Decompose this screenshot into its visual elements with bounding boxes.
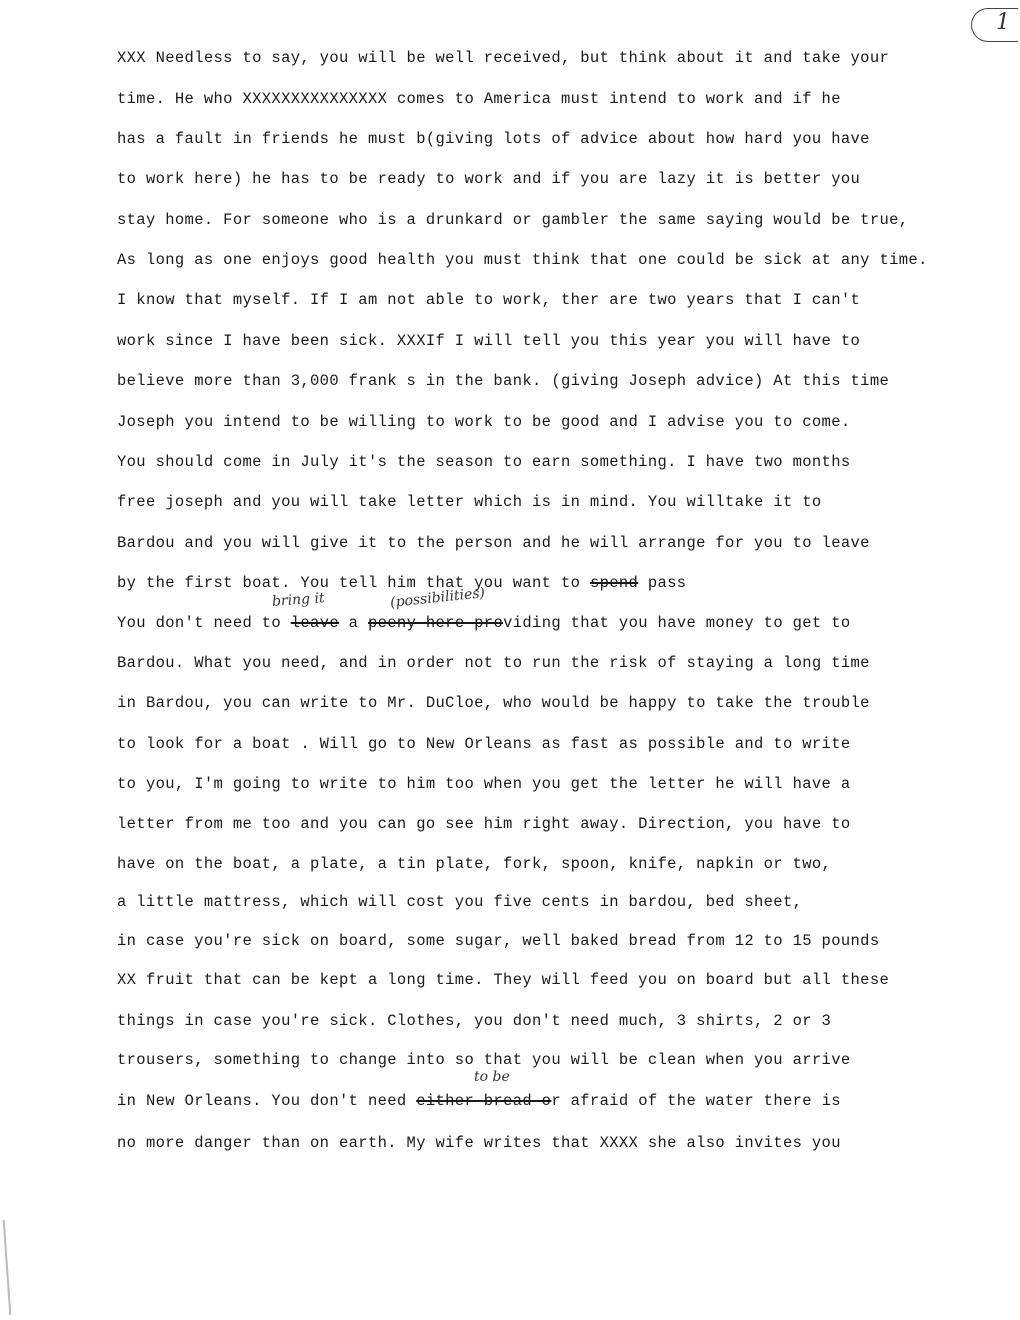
text-line: stay home. For someone who is a drunkard or gambler the same saying would be true, — [117, 211, 909, 229]
text-line: trousers, something to change into so that you will be clean when you arrive — [117, 1051, 851, 1069]
text-line: to look for a boat . Will go to New Orleans as fast as possible and to write — [117, 735, 851, 753]
handwritten-insert: bring it — [271, 590, 326, 610]
text-line: a little mattress, which will cost you five cents in bardou, bed sheet, — [117, 893, 803, 911]
struck-text: either bread o — [416, 1092, 552, 1110]
text-segment: viding that you have money to get to — [503, 614, 851, 632]
text-line: things in case you're sick. Clothes, you don't need much, 3 shirts, 2 or 3 — [117, 1012, 832, 1030]
text-line: in Bardou, you can write to Mr. DuCloe, who would be happy to take the trouble — [117, 694, 870, 712]
text-line: Bardou. What you need, and in order not to run the risk of staying a long time — [117, 654, 870, 672]
text-line: You should come in July it's the season to earn something. I have two months — [117, 453, 851, 471]
struck-text: spend — [589, 574, 639, 592]
text-segment: r afraid of the water there is — [551, 1092, 841, 1110]
text-line: has a fault in friends he must b(giving lots of advice about how hard you have — [117, 130, 870, 148]
text-line: Joseph you intend to be willing to work to be good and I advise you to come. — [117, 413, 851, 431]
page-number-circle — [971, 8, 1018, 42]
text-line: to work here) he has to be ready to work and if you are lazy it is better you — [117, 170, 861, 188]
text-segment: pass — [638, 574, 687, 592]
text-line: in case you're sick on board, some sugar, well baked bread from 12 to 15 pounds — [117, 932, 880, 950]
handwritten-insert: to be — [474, 1069, 510, 1085]
text-line-with-strike — [117, 1091, 980, 1111]
struck-text: leave — [290, 614, 339, 632]
scan-edge-mark — [3, 1220, 12, 1315]
page-number: 1 — [996, 10, 1010, 35]
text-line: work since I have been sick. XXXIf I will tell you this year you will have to — [117, 332, 861, 350]
struck-text: peeny here pro — [367, 614, 504, 632]
text-line: Bardou and you will give it to the person and he will arrange for you to leave — [117, 534, 870, 552]
text-line: free joseph and you will take letter which is in mind. You willtake it to — [117, 493, 822, 511]
text-line: have on the boat, a plate, a tin plate, fork, spoon, knife, napkin or two, — [117, 855, 832, 873]
text-line: to you, I'm going to write to him too when you get the letter he will have a — [117, 775, 851, 793]
handwritten-insert: (possibilities) — [389, 585, 486, 611]
text-segment: in New Orleans. You don't need — [117, 1092, 417, 1110]
text-segment: You don't need to — [117, 614, 291, 632]
text-line: XX fruit that can be kept a long time. They will feed you on board but all these — [117, 971, 890, 989]
text-line: letter from me too and you can go see him right away. Direction, you have to — [117, 815, 851, 833]
text-line-with-strike — [117, 613, 980, 633]
text-line-with-strike — [117, 573, 980, 593]
text-line: time. He who XXXXXXXXXXXXXXX comes to America must intend to work and if he — [117, 90, 841, 108]
text-line: believe more than 3,000 frank s in the bank. (giving Joseph advice) At this time — [117, 372, 890, 390]
text-line: As long as one enjoys good health you must think that one could be sick at any time. — [117, 251, 928, 269]
text-segment: by the first boat. You tell him that you want to — [117, 574, 590, 592]
text-line: XXX Needless to say, you will be well received, but think about it and take your — [117, 49, 890, 67]
text-line: no more danger than on earth. My wife writes that XXXX she also invites you — [117, 1134, 841, 1152]
text-line: I know that myself. If I am not able to work, ther are two years that I can't — [117, 291, 861, 309]
text-segment: a — [339, 614, 368, 632]
